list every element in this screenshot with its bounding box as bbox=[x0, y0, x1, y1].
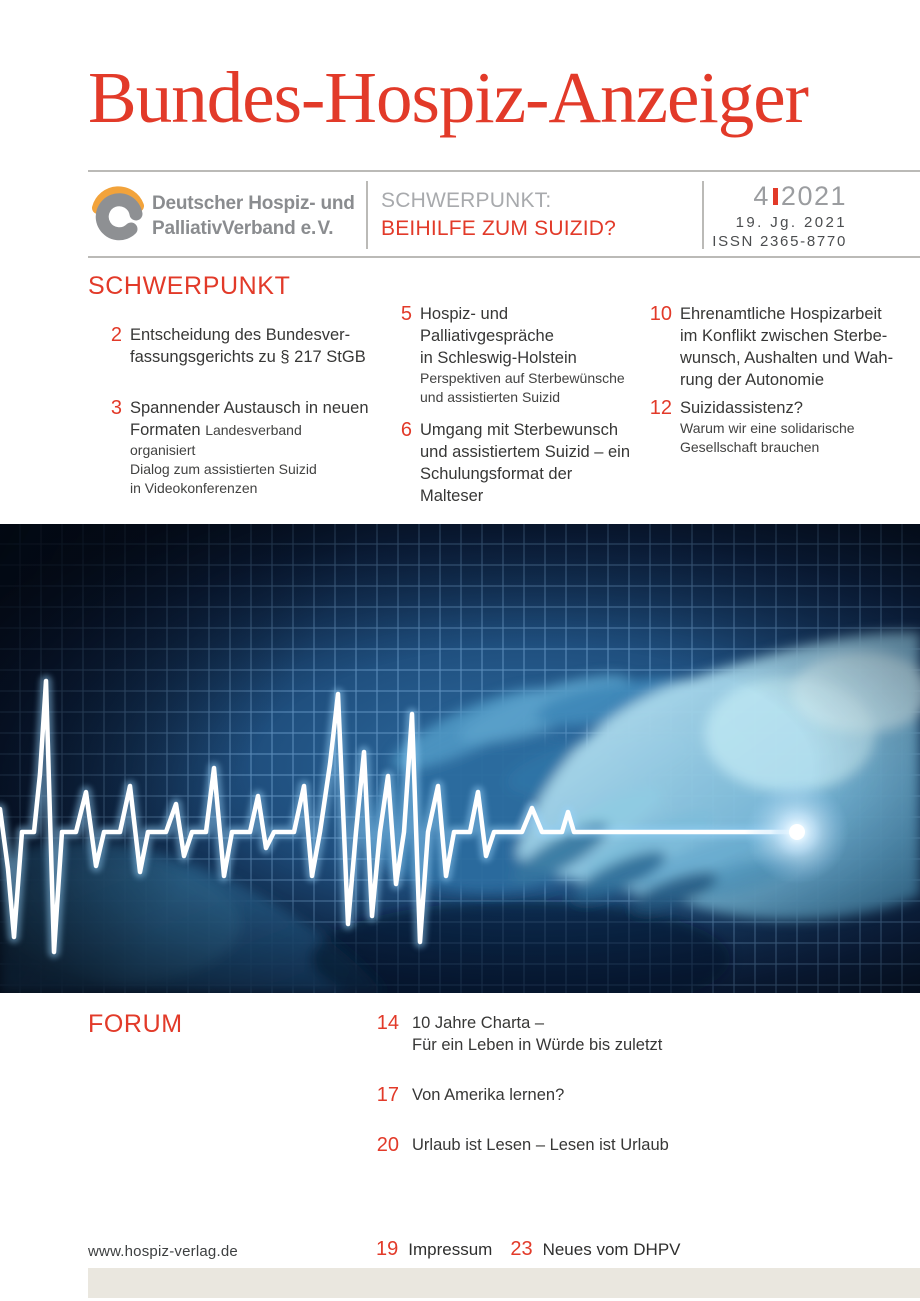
toc-column-3 bbox=[638, 303, 908, 463]
bottom-accent-bar bbox=[88, 1268, 920, 1298]
section-heading-schwerpunkt: SCHWERPUNKT bbox=[88, 272, 291, 300]
issue-year: 2021 bbox=[780, 181, 847, 211]
topic-value: BEIHILFE ZUM SUIZID? bbox=[381, 217, 617, 240]
issue-info bbox=[712, 181, 847, 250]
issue-issn: ISSN 2365-8770 bbox=[712, 233, 847, 250]
toc-entry-text: Hospiz- und Palliativgespräche in Schleswig-Holstein Perspektiven auf Sterbewünsche und assistierten Suizid bbox=[420, 305, 625, 405]
toc-page-number: 5 bbox=[400, 303, 412, 325]
toc-page-number: 14 bbox=[376, 1012, 399, 1034]
toc-page-number: 20 bbox=[376, 1134, 399, 1156]
header-rule-top bbox=[88, 170, 920, 172]
toc-item bbox=[88, 397, 370, 498]
issue-volume: 19. Jg. 2021 bbox=[735, 214, 847, 231]
forum-toc-list bbox=[375, 1012, 795, 1184]
dhpv-logo-icon bbox=[90, 183, 146, 241]
toc-page-number: 12 bbox=[649, 397, 672, 419]
toc-item bbox=[88, 324, 370, 368]
toc-entry-text: Urlaub ist Lesen – Lesen ist Urlaub bbox=[412, 1136, 669, 1154]
toc-entry-text: Umgang mit Sterbewunsch und assistiertem Suizid – ein Schulungsformat der Malteser bbox=[420, 421, 631, 505]
toc-page-number: 6 bbox=[400, 419, 412, 441]
toc-entry-text: Entscheidung des Bundesver- fassungsgerichts zu § 217 StGB bbox=[130, 326, 366, 366]
toc-page-number: 17 bbox=[376, 1084, 399, 1106]
toc-page-number: 10 bbox=[649, 303, 672, 325]
toc-page-number: 3 bbox=[110, 397, 122, 419]
ecg-line-halo bbox=[0, 681, 797, 952]
toc-column-1 bbox=[88, 303, 370, 527]
organization-name bbox=[152, 191, 355, 241]
footer-link-impressum bbox=[376, 1238, 492, 1261]
issue-separator bbox=[773, 188, 778, 205]
footer-page-number: 19 bbox=[376, 1238, 399, 1260]
toc-column-2 bbox=[378, 303, 634, 519]
header-divider-right bbox=[702, 181, 704, 249]
toc-entry-text: Spannender Austausch in neuen Formaten Landesverband organisiert Dialog zum assistierten Suizid in Videokonferenzen bbox=[130, 399, 369, 496]
issue-number-year bbox=[712, 181, 847, 212]
toc-entry-text: Von Amerika lernen? bbox=[412, 1086, 565, 1104]
toc-item bbox=[375, 1012, 795, 1056]
toc-item bbox=[638, 397, 908, 457]
toc-item bbox=[378, 419, 634, 507]
issue-number: 4 bbox=[753, 181, 770, 211]
toc-entry-text: Ehrenamtliche Hospizarbeit im Konflikt zwischen Sterbe- wunsch, Aushalten und Wah- rung der Autonomie bbox=[680, 305, 894, 389]
topic-label: SCHWERPUNKT: bbox=[381, 189, 552, 212]
page-title: Bundes-Hospiz-Anzeiger bbox=[88, 57, 808, 138]
cover-photo bbox=[0, 524, 920, 993]
toc-item bbox=[375, 1134, 795, 1156]
issue-topic bbox=[381, 189, 616, 241]
ecg-overlay bbox=[0, 524, 920, 993]
footer-link-neues-vom-dhpv bbox=[510, 1238, 680, 1261]
toc-page-number: 2 bbox=[110, 324, 122, 346]
footer-label: Impressum bbox=[408, 1240, 493, 1259]
footer-label: Neues vom DHPV bbox=[542, 1240, 681, 1259]
header-divider-left bbox=[366, 181, 368, 249]
toc-entry-text: Suizidassistenz? Warum wir eine solidarische Gesellschaft brauchen bbox=[680, 399, 855, 455]
toc-item bbox=[638, 303, 908, 391]
organization-name-line2: PalliativVerband e. V. bbox=[152, 218, 334, 239]
section-heading-forum: FORUM bbox=[88, 1010, 183, 1038]
publisher-website: www.hospiz-verlag.de bbox=[88, 1243, 238, 1260]
organization-name-line1: Deutscher Hospiz- und bbox=[152, 193, 355, 214]
toc-entry-text: 10 Jahre Charta – Für ein Leben in Würde bis zuletzt bbox=[412, 1014, 663, 1054]
toc-item bbox=[375, 1084, 795, 1106]
header-rule-bottom bbox=[88, 256, 920, 258]
toc-item bbox=[378, 303, 634, 407]
footer-page-number: 23 bbox=[510, 1238, 533, 1260]
footer-links bbox=[376, 1238, 681, 1261]
